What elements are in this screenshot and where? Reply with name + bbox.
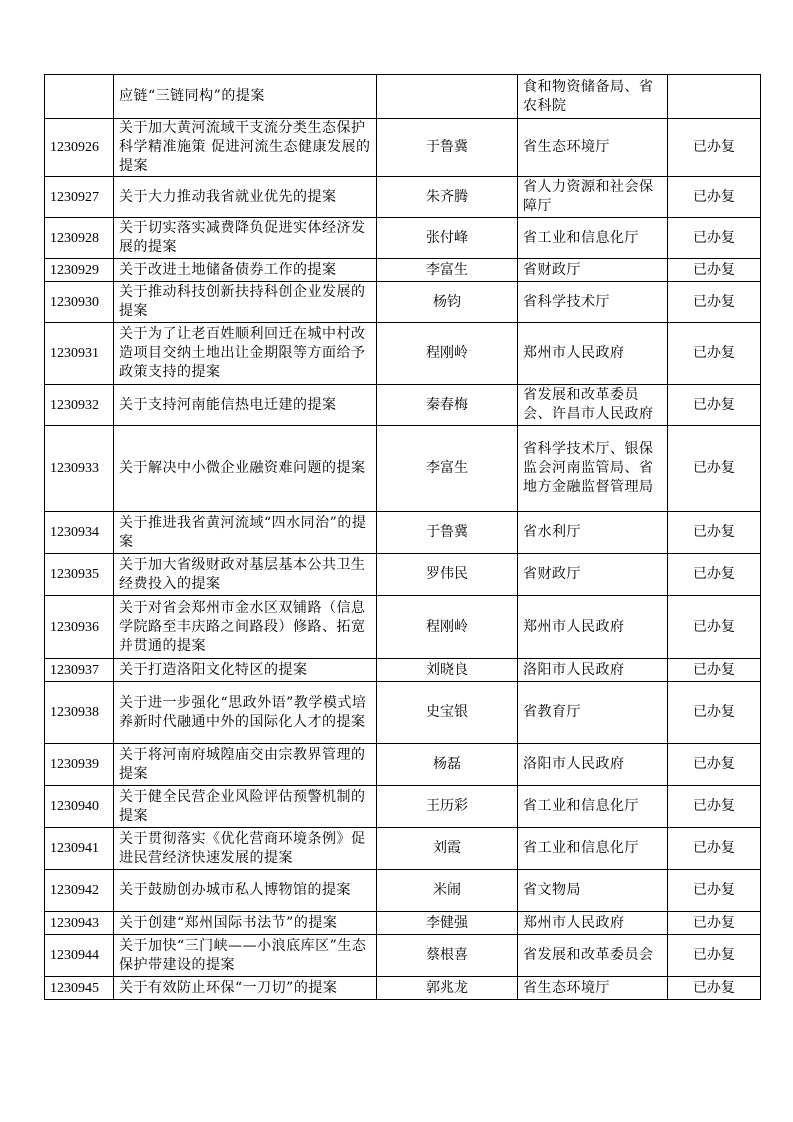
proposal-title: 关于加大省级财政对基层基本公共卫生经费投入的提案 bbox=[114, 554, 377, 596]
status-text: 已办复 bbox=[668, 323, 761, 385]
proposal-title: 关于将河南府城隍庙交由宗教界管理的提案 bbox=[114, 744, 377, 786]
proposal-id: 1230940 bbox=[45, 786, 114, 828]
proposer-name: 于鲁冀 bbox=[377, 512, 518, 554]
proposal-id: 1230941 bbox=[45, 828, 114, 870]
table-row bbox=[45, 282, 761, 323]
status-text: 已办复 bbox=[668, 912, 761, 935]
proposal-id: 1230934 bbox=[45, 512, 114, 554]
handling-unit: 省工业和信息化厅 bbox=[518, 218, 668, 259]
table-row bbox=[45, 218, 761, 259]
status-text: 已办复 bbox=[668, 385, 761, 426]
proposal-title: 关于鼓励创办城市私人博物馆的提案 bbox=[114, 870, 377, 912]
handling-unit: 省发展和改革委员会 bbox=[518, 935, 668, 977]
status-text: 已办复 bbox=[668, 659, 761, 682]
proposal-id: 1230927 bbox=[45, 177, 114, 218]
table-row bbox=[45, 786, 761, 828]
status-text: 已办复 bbox=[668, 426, 761, 512]
proposer-name: 王历彩 bbox=[377, 786, 518, 828]
status-text: 已办复 bbox=[668, 554, 761, 596]
proposal-id: 1230944 bbox=[45, 935, 114, 977]
proposal-table-body bbox=[45, 75, 761, 1000]
handling-unit: 省财政厅 bbox=[518, 259, 668, 282]
proposer-name: 杨磊 bbox=[377, 744, 518, 786]
table-row bbox=[45, 426, 761, 512]
proposal-title: 关于加大黄河流域干支流分类生态保护 科学精准施策 促进河流生态健康发展的提案 bbox=[114, 119, 377, 177]
handling-unit: 省生态环境厅 bbox=[518, 977, 668, 1000]
proposal-id: 1230945 bbox=[45, 977, 114, 1000]
handling-unit: 食和物资储备局、省农科院 bbox=[518, 75, 668, 119]
handling-unit: 省发展和改革委员会、许昌市人民政府 bbox=[518, 385, 668, 426]
status-text: 已办复 bbox=[668, 828, 761, 870]
proposer-name: 于鲁冀 bbox=[377, 119, 518, 177]
proposer-name: 程刚岭 bbox=[377, 323, 518, 385]
proposal-table bbox=[44, 74, 761, 1000]
proposal-title: 关于改进土地储备债券工作的提案 bbox=[114, 259, 377, 282]
handling-unit: 洛阳市人民政府 bbox=[518, 744, 668, 786]
proposal-id: 1230929 bbox=[45, 259, 114, 282]
proposal-title: 关于支持河南能信热电迁建的提案 bbox=[114, 385, 377, 426]
proposal-id: 1230933 bbox=[45, 426, 114, 512]
table-row bbox=[45, 977, 761, 1000]
proposer-name: 杨钧 bbox=[377, 282, 518, 323]
handling-unit: 郑州市人民政府 bbox=[518, 596, 668, 659]
handling-unit: 省工业和信息化厅 bbox=[518, 828, 668, 870]
proposer-name: 李富生 bbox=[377, 259, 518, 282]
proposal-id: 1230937 bbox=[45, 659, 114, 682]
status-text: 已办复 bbox=[668, 870, 761, 912]
proposal-title: 关于推动科技创新扶持科创企业发展的提案 bbox=[114, 282, 377, 323]
proposal-title: 关于为了让老百姓顺利回迁在城中村改造项目交纳土地出让金期限等方面给予政策支持的提案 bbox=[114, 323, 377, 385]
proposer-name: 郭兆龙 bbox=[377, 977, 518, 1000]
handling-unit: 省财政厅 bbox=[518, 554, 668, 596]
proposal-id: 1230931 bbox=[45, 323, 114, 385]
proposal-id bbox=[45, 75, 114, 119]
table-row bbox=[45, 177, 761, 218]
table-row bbox=[45, 870, 761, 912]
status-text: 已办复 bbox=[668, 977, 761, 1000]
status-text: 已办复 bbox=[668, 596, 761, 659]
proposer-name: 刘晓良 bbox=[377, 659, 518, 682]
handling-unit: 省生态环境厅 bbox=[518, 119, 668, 177]
proposal-title: 关于加快“三门峡——小浪底库区”生态保护带建设的提案 bbox=[114, 935, 377, 977]
table-row bbox=[45, 512, 761, 554]
proposal-id: 1230932 bbox=[45, 385, 114, 426]
table-row bbox=[45, 744, 761, 786]
proposal-id: 1230936 bbox=[45, 596, 114, 659]
proposer-name: 程刚岭 bbox=[377, 596, 518, 659]
proposer-name: 李健强 bbox=[377, 912, 518, 935]
proposal-title: 关于打造洛阳文化特区的提案 bbox=[114, 659, 377, 682]
handling-unit: 郑州市人民政府 bbox=[518, 323, 668, 385]
handling-unit: 省科学技术厅 bbox=[518, 282, 668, 323]
proposal-title: 应链“三链同构”的提案 bbox=[114, 75, 377, 119]
proposer-name bbox=[377, 75, 518, 119]
table-row bbox=[45, 75, 761, 119]
proposer-name: 米闹 bbox=[377, 870, 518, 912]
handling-unit: 省教育厅 bbox=[518, 682, 668, 744]
status-text: 已办复 bbox=[668, 744, 761, 786]
proposer-name: 罗伟民 bbox=[377, 554, 518, 596]
table-row bbox=[45, 935, 761, 977]
status-text: 已办复 bbox=[668, 282, 761, 323]
proposal-id: 1230928 bbox=[45, 218, 114, 259]
table-row bbox=[45, 385, 761, 426]
status-text: 已办复 bbox=[668, 218, 761, 259]
proposal-title: 关于进一步强化“思政外语”教学模式培养新时代融通中外的国际化人才的提案 bbox=[114, 682, 377, 744]
status-text: 已办复 bbox=[668, 935, 761, 977]
proposer-name: 刘霞 bbox=[377, 828, 518, 870]
table-row bbox=[45, 259, 761, 282]
proposer-name: 张付峰 bbox=[377, 218, 518, 259]
proposal-id: 1230939 bbox=[45, 744, 114, 786]
status-text: 已办复 bbox=[668, 512, 761, 554]
proposal-id: 1230926 bbox=[45, 119, 114, 177]
status-text: 已办复 bbox=[668, 786, 761, 828]
proposal-title: 关于贯彻落实《优化营商环境条例》促进民营经济快速发展的提案 bbox=[114, 828, 377, 870]
proposal-title: 关于有效防止环保“一刀切”的提案 bbox=[114, 977, 377, 1000]
proposal-title: 关于推进我省黄河流域“四水同治”的提案 bbox=[114, 512, 377, 554]
table-row bbox=[45, 682, 761, 744]
proposal-id: 1230942 bbox=[45, 870, 114, 912]
handling-unit: 洛阳市人民政府 bbox=[518, 659, 668, 682]
proposal-id: 1230943 bbox=[45, 912, 114, 935]
proposer-name: 朱齐腾 bbox=[377, 177, 518, 218]
status-text: 已办复 bbox=[668, 177, 761, 218]
proposal-id: 1230935 bbox=[45, 554, 114, 596]
handling-unit: 省水利厅 bbox=[518, 512, 668, 554]
handling-unit: 省人力资源和社会保障厅 bbox=[518, 177, 668, 218]
proposal-title: 关于大力推动我省就业优先的提案 bbox=[114, 177, 377, 218]
handling-unit: 省科学技术厅、银保监会河南监管局、省地方金融监督管理局 bbox=[518, 426, 668, 512]
proposer-name: 蔡根喜 bbox=[377, 935, 518, 977]
status-text: 已办复 bbox=[668, 259, 761, 282]
proposal-title: 关于切实落实减费降负促进实体经济发展的提案 bbox=[114, 218, 377, 259]
proposal-id: 1230938 bbox=[45, 682, 114, 744]
table-row bbox=[45, 659, 761, 682]
proposer-name: 李富生 bbox=[377, 426, 518, 512]
table-row bbox=[45, 912, 761, 935]
proposal-title: 关于解决中小微企业融资难问题的提案 bbox=[114, 426, 377, 512]
handling-unit: 郑州市人民政府 bbox=[518, 912, 668, 935]
table-row bbox=[45, 323, 761, 385]
proposer-name: 史宝银 bbox=[377, 682, 518, 744]
table-row bbox=[45, 596, 761, 659]
handling-unit: 省工业和信息化厅 bbox=[518, 786, 668, 828]
proposal-title: 关于创建“郑州国际书法节”的提案 bbox=[114, 912, 377, 935]
handling-unit: 省文物局 bbox=[518, 870, 668, 912]
table-row bbox=[45, 119, 761, 177]
proposal-title: 关于对省会郑州市金水区双铺路（信息学院路至丰庆路之间路段）修路、拓宽并贯通的提案 bbox=[114, 596, 377, 659]
proposer-name: 秦春梅 bbox=[377, 385, 518, 426]
table-row bbox=[45, 828, 761, 870]
table-row bbox=[45, 554, 761, 596]
status-text: 已办复 bbox=[668, 682, 761, 744]
status-text: 已办复 bbox=[668, 119, 761, 177]
proposal-title: 关于健全民营企业风险评估预警机制的提案 bbox=[114, 786, 377, 828]
proposal-id: 1230930 bbox=[45, 282, 114, 323]
status-text bbox=[668, 75, 761, 119]
